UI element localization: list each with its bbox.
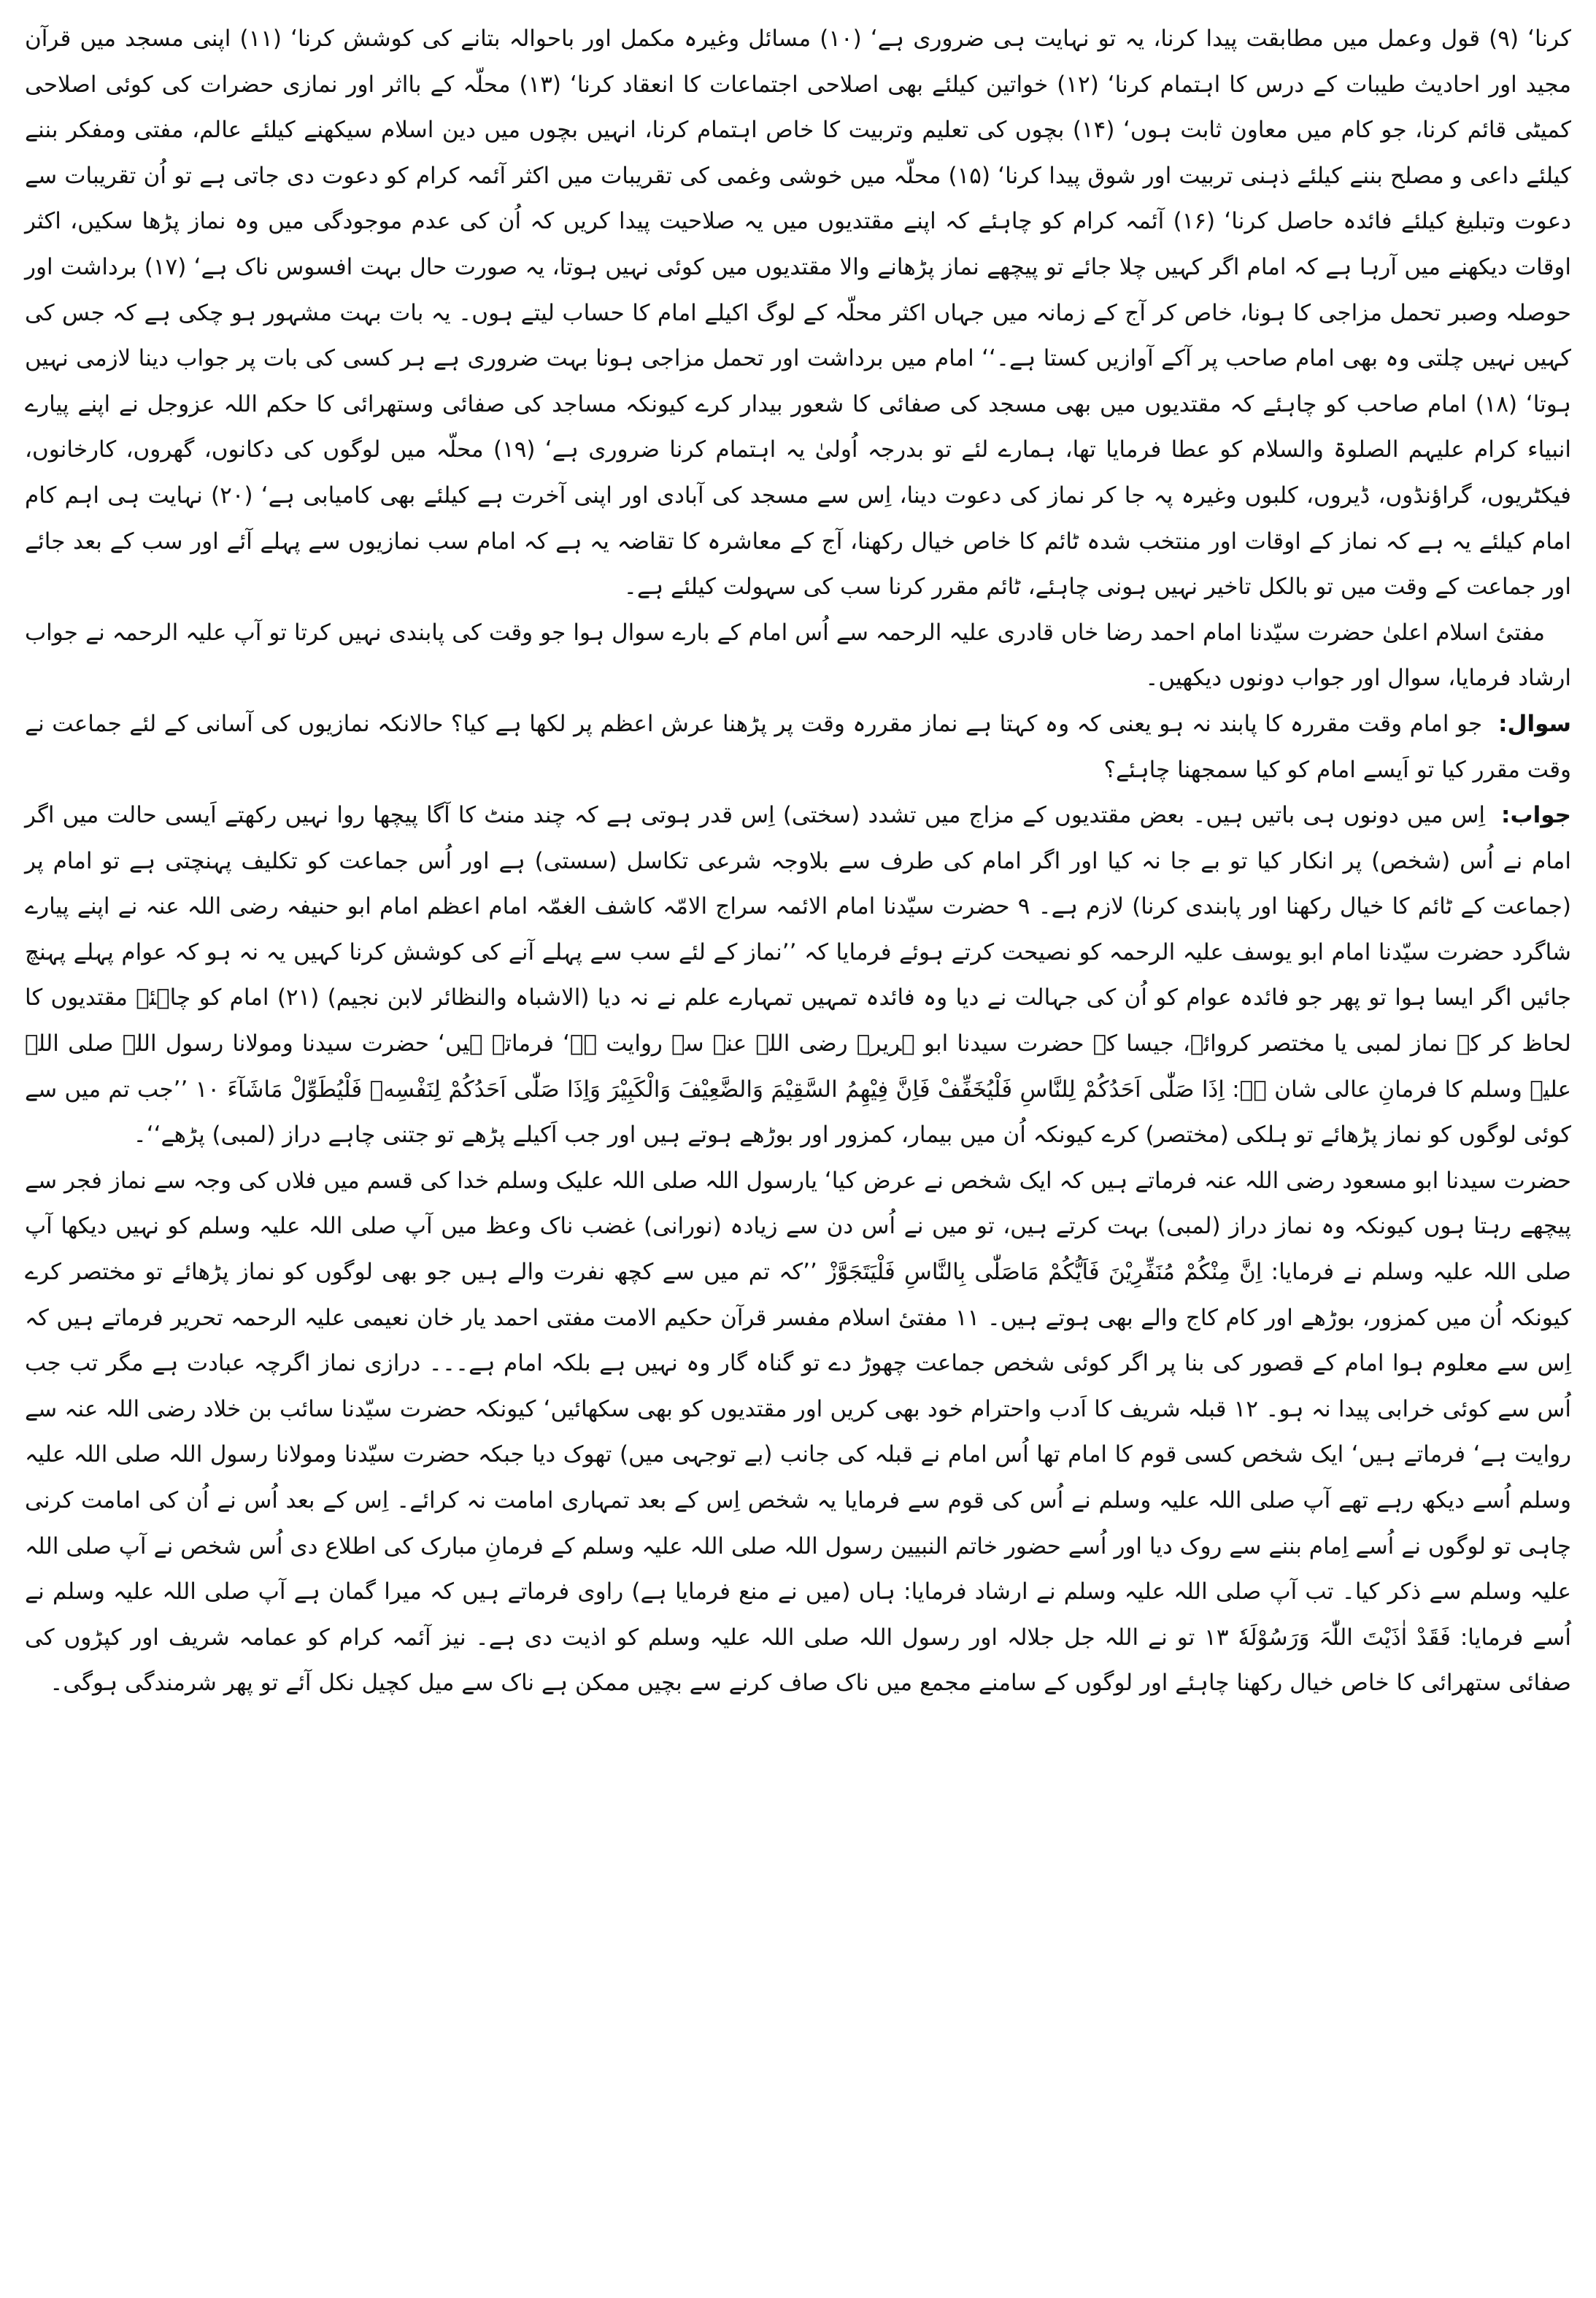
- paragraph-imam-duties: کرنا‘ (۹) قول وعمل میں مطابقت پیدا کرنا، یہ تو نہایت ہی ضروری ہے‘ (۱۰) مسائل وغیرہ مکمل اور باحوالہ بتانے کی کوشش کرنا‘ (۱۱) اپنی مسجد میں قرآن مجید اور احادیث طیبات کے درس کا اہتمام کرنا‘ (۱۲) خواتین کیلئے بھی اصلاحی اجتماعات کا انعقاد کرنا‘ (۱۳) محلّہ کے بااثر اور نمازی حضرات کی کوئی اصلاحی کمیٹی قائم کرنا، جو کام میں معاون ثابت ہوں‘ (۱۴) بچوں کی تعلیم وتربیت کا خاص اہتمام کرنا، انہیں بچوں میں دین اسلام سیکھنے کیلئے عالم، مفتی ومفکر بننے کیلئے داعی و مصلح بننے کیلئے ذہنی تربیت اور شوق پیدا کرنا‘ (۱۵) محلّہ میں خوشی وغمی کی تقریبات میں اکثر آئمہ کرام کو دعوت دی جاتی ہے تو اُن تقریبات سے دعوت وتبلیغ کیلئے فائدہ حاصل کرنا‘ (۱۶) آئمہ کرام کو چاہئے کہ اپنے مقتدیوں میں یہ صلاحیت پیدا کریں کہ اُن کی عدم موجودگی میں وہ نماز پڑھا سکیں، اکثر اوقات دیکھنے میں آرہا ہے کہ امام اگر کہیں چلا جائے تو پیچھے نماز پڑھانے والا مقتدیوں میں کوئی نہیں ہوتا، یہ صورت حال بہت افسوس ناک ہے‘ (۱۷) برداشت اور حوصلہ وصبر تحمل مزاجی کا ہونا، خاص کر آج کے زمانہ میں جہاں اکثر محلّہ کے لوگ اکیلے امام کا حساب لیتے ہوں۔ یہ بات بہت مشہور ہو چکی ہے کہ جس کی کہیں نہیں چلتی وہ بھی امام صاحب پر آکے آوازیں کستا ہے۔‘‘ امام میں برداشت اور تحمل مزاجی ہونا بہت ضروری ہے ہر کسی کی بات پر جواب دینا لازمی نہیں ہوتا‘ (۱۸) امام صاحب کو چاہئے کہ مقتدیوں میں بھی مسجد کی صفائی کا شعور بیدار کرے کیونکہ مساجد کی صفائی وستھرائی کا حکم اللہ عزوجل نے اپنے پیارے انبیاء کرام علیہم الصلوۃ والسلام کو عطا فرمایا تھا، ہمارے لئے تو بدرجہ اُولیٰ یہ اہتمام کرنا ضروری ہے‘ (۱۹) محلّہ میں لوگوں کی دکانوں، گھروں، کارخانوں، فیکٹریوں، گراؤنڈوں، ڈیروں، کلبوں وغیرہ پہ جا کر نماز کی دعوت دینا، اِس سے مسجد کی آبادی اور اپنی آخرت ہے کیلئے بھی کامیابی ہے‘ (۲۰) نہایت ہی اہم کام امام کیلئے یہ ہے کہ نماز کے اوقات اور منتخب شدہ ٹائم کا خاص خیال رکھنا، آج کے معاشرہ کا تقاضہ یہ ہے کہ امام سب نمازیوں سے پہلے آئے اور سب کے بعد جائے اور جماعت کے وقت میں تو بالکل تاخیر نہیں ہونی چاہئے، ٹائم مقرر کرنا سب کی سہولت کیلئے ہے۔: [25, 26, 1572, 601]
- answer-block: [25, 793, 1571, 1158]
- answer-text: اِس میں دونوں ہی باتیں ہیں۔ بعض مقتدیوں کے مزاج میں تشدد (سختی) اِس قدر ہوتی ہے کہ چند منٹ کا آگا پیچھا روا نہیں رکھتے اَیسی حالت میں اگر امام نے اُس (شخص) پر انکار کیا تو بے جا نہ کیا اور اگر امام کی طرف سے بلاوجہ شرعی تکاسل (سستی) ہے اور اُس جماعت کو تکلیف پہنچتی ہے تو امام پر (جماعت کے ٹائم کا خیال رکھنا اور پابندی کرنا) لازم ہے۔ ۹ حضرت سیّدنا امام الائمہ سراج الامّہ کاشف الغمّہ امام اعظم امام ابو حنیفہ رضی اللہ عنہ نے اپنے پیارے شاگرد حضرت سیّدنا امام ابو یوسف علیہ الرحمہ کو نصیحت کرتے ہوئے فرمایا کہ ’’نماز کے لئے سب سے پہلے آنے کی کوشش کرنا کہیں یہ نہ ہو کہ عوام پہلے پہنچ جائیں اگر ایسا ہوا تو پھر جو فائدہ عوام کو اُن کی جہالت نے دیا وہ فائدہ تمہیں تمہارے علم نے نہ دیا (الاشباہ والنظائر لابن نجیم) (۲۱) امام کو چاہئے مقتدیوں کا لحاظ کر کے نماز لمبی یا مختصر کروائے، جیسا کہ حضرت سیدنا ابو ہریرہ رضی اللہ عنہ سے روایت ہے‘ فرماتے ہیں‘ حضرت سیدنا ومولانا رسول اللہ صلی اللہ علیہ وسلم کا فرمانِ عالی شان ہے: اِذَا صَلّٰی اَحَدُکُمْ لِلنَّاسِ فَلْیُخَفِّفْ فَاِنَّ فِیْهِمُ السَّقِیْمَ وَالضَّعِیْفَ وَالْکَبِیْرَ وَاِذَا صَلّٰی اَحَدُکُمْ لِنَفْسِهٖ فَلْیُطَوِّلْ مَاشَآءَ ۱۰ ’’جب تم میں سے کوئی لوگوں کو نماز پڑھائے تو ہلکی (مختصر) کرے کیونکہ اُن میں بیمار، کمزور اور بوڑھے ہوتے ہیں اور جب اَکیلے پڑھے تو جتنی چاہے دراز (لمبی) پڑھے‘‘۔: [25, 802, 1571, 1149]
- question-label: سوال:: [1498, 710, 1571, 737]
- question-text: جو امام وقت مقررہ کا پابند نہ ہو یعنی کہ وہ کہتا ہے نماز مقررہ وقت پر پڑھنا عرش اعظم پر لکھا ہے کیا؟ حالانکہ نمازیوں کی آسانی کے لئے جماعت نے وقت مقرر کیا تو اَیسے امام کو کیا سمجھنا چاہئے؟: [25, 710, 1571, 783]
- paragraph-hadith-abu-masood: حضرت سیدنا ابو مسعود رضی اللہ عنہ فرماتے ہیں کہ ایک شخص نے عرض کیا‘ یارسول اللہ صلی اللہ علیک وسلم خدا کی قسم میں فلاں کی وجہ سے نماز فجر سے پیچھے رہتا ہوں کیونکہ وہ نماز دراز (لمبی) بہت کرتے ہیں، تو میں نے اُس دن سے زیادہ (نورانی) غضب ناک وعظ میں آپ صلی اللہ علیہ وسلم کو نہیں دیکھا آپ صلی اللہ علیہ وسلم نے فرمایا: اِنَّ مِنْکُمْ مُنَفِّرِیْنَ فَاَیُّکُمْ مَاصَلّٰی بِالنَّاسِ فَلْیَتَجَوَّزْ ’’کہ تم میں سے کچھ نفرت والے ہیں جو بھی لوگوں کو نماز پڑھائے تو مختصر کرے کیونکہ اُن میں کمزور، بوڑھے اور کام کاج والے بھی ہوتے ہیں۔ ۱۱ مفتیٔ اسلام مفسر قرآن حکیم الامت مفتی احمد یار خان نعیمی علیہ الرحمہ تحریر فرماتے ہیں کہ اِس سے معلوم ہوا امام کے قصور کی بنا پر اگر کوئی شخص جماعت چھوڑ دے تو گناہ گار وہ نہیں ہے بلکہ امام ہے۔۔۔ درازی نماز اگرچہ عبادت ہے مگر تب جب اُس سے کوئی خرابی پیدا نہ ہو۔ ۱۲ قبلہ شریف کا اَدب واحترام خود بھی کریں اور مقتدیوں کو بھی سکھائیں‘ کیونکہ حضرت سیّدنا سائب بن خلاد رضی اللہ عنہ سے روایت ہے‘ فرماتے ہیں‘ ایک شخص کسی قوم کا امام تھا اُس امام نے قبلہ کی جانب (بے توجہی میں) تھوک دیا جبکہ حضرت سیّدنا ومولانا رسول اللہ صلی اللہ علیہ وسلم اُسے دیکھ رہے تھے آپ صلی اللہ علیہ وسلم نے اُس کی قوم سے فرمایا یہ شخص اِس کے بعد تمہاری امامت نہ کرائے۔ اِس کے بعد اُس نے اُن کی امامت کرنی چاہی تو لوگوں نے اُسے اِمام بننے سے روک دیا اور اُسے حضور خاتم النبیین رسول اللہ صلی اللہ علیہ وسلم کے فرمانِ مبارک کی اطلاع دی اُس شخص نے آپ صلی اللہ علیہ وسلم سے ذکر کیا۔ تب آپ صلی اللہ علیہ وسلم نے ارشاد فرمایا: ہاں (میں نے منع فرمایا ہے) راوی فرماتے ہیں کہ میرا گمان ہے آپ صلی اللہ علیہ وسلم نے اُسے فرمایا: فَقَدْ اٰذَیْتَ اللّٰہَ وَرَسُوْلَهٗ ۱۳ تو نے اللہ جل جلالہ اور رسول اللہ صلی اللہ علیہ وسلم کو اذیت دی ہے۔ نیز آئمہ کرام کو عمامہ شریف اور کپڑوں کی صفائی ستھرائی کا خاص خیال رکھنا چاہئے اور لوگوں کے سامنے مجمع میں ناک صاف کرنے سے بچیں ممکن ہے ناک سے میل کچیل نکل آئے تو پھر شرمندگی ہوگی۔: [25, 1167, 1572, 1697]
- paragraph-fatwa-intro: مفتیٔ اسلام اعلیٰ حضرت سیّدنا امام احمد رضا خاں قادری علیہ الرحمہ سے اُس امام کے بارے سوال ہوا جو وقت کی پابندی نہیں کرتا تو آپ علیہ الرحمہ نے جواب ارشاد فرمایا، سوال اور جواب دونوں دیکھیں۔: [25, 619, 1571, 692]
- question-block: [25, 701, 1571, 793]
- answer-label: جواب:: [1501, 802, 1571, 829]
